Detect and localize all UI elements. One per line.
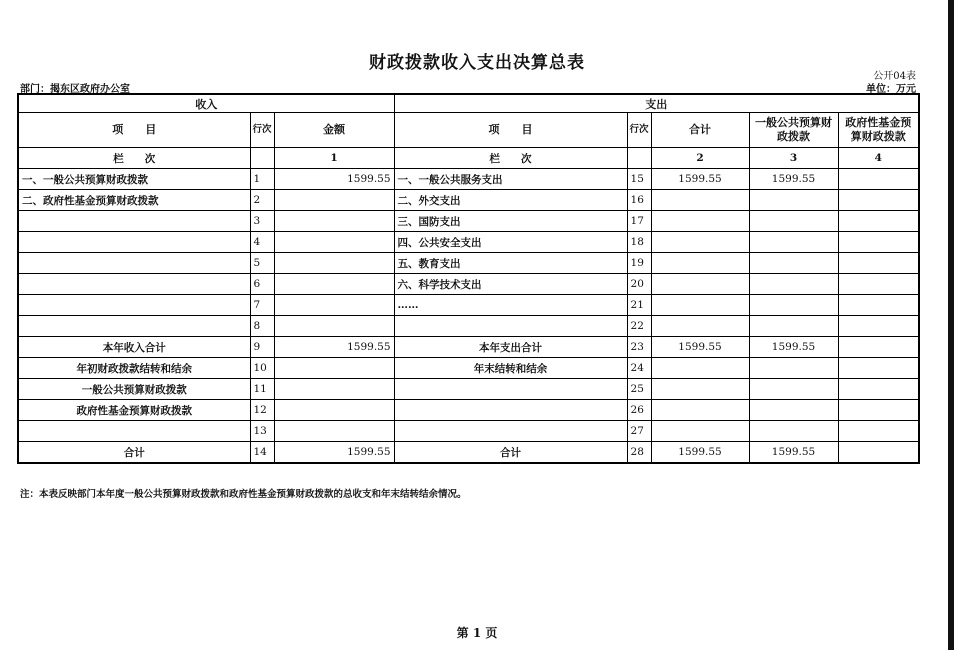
income-item-cell: 二、政府性基金预算财政拨款 <box>18 190 250 211</box>
income-row-number: 10 <box>250 358 274 379</box>
income-item-cell: 本年收入合计 <box>18 337 250 358</box>
income-row-number: 12 <box>250 400 274 421</box>
gov-fund-cell <box>838 421 919 442</box>
income-row-number: 7 <box>250 295 274 316</box>
expense-item-cell: 五、教育支出 <box>394 253 627 274</box>
expense-row-number: 25 <box>627 379 651 400</box>
income-item-cell: 政府性基金预算财政拨款 <box>18 400 250 421</box>
income-item-cell: 一般公共预算财政拨款 <box>18 379 250 400</box>
scan-edge <box>948 0 954 650</box>
expense-item-cell: 四、公共安全支出 <box>394 232 627 253</box>
general-budget-cell <box>749 421 838 442</box>
expense-total-cell: 1599.55 <box>651 337 749 358</box>
expense-rowno-header: 行次 <box>627 113 651 148</box>
income-amount-cell <box>274 379 394 400</box>
income-rowno-header: 行次 <box>250 113 274 148</box>
income-item-cell <box>18 232 250 253</box>
expense-row-number: 22 <box>627 316 651 337</box>
expense-row-number: 23 <box>627 337 651 358</box>
expense-rowno-blank <box>627 148 651 169</box>
income-item-cell <box>18 295 250 316</box>
budget-table <box>17 93 920 464</box>
col-number-2: 2 <box>651 148 749 169</box>
income-row-number: 6 <box>250 274 274 295</box>
income-item-cell <box>18 274 250 295</box>
income-rowno-blank <box>250 148 274 169</box>
income-column-label: 栏 次 <box>18 148 250 169</box>
expense-item-cell: 三、国防支出 <box>394 211 627 232</box>
gov-fund-cell <box>838 358 919 379</box>
table-row <box>18 169 919 190</box>
income-amount-cell <box>274 358 394 379</box>
table-row <box>18 400 919 421</box>
col-number-4: 4 <box>838 148 919 169</box>
income-amount-cell <box>274 232 394 253</box>
expense-item-cell: 一、一般公共服务支出 <box>394 169 627 190</box>
expense-section-header: 支出 <box>394 94 919 113</box>
income-amount-cell <box>274 400 394 421</box>
table-row <box>18 337 919 358</box>
expense-row-number: 28 <box>627 442 651 464</box>
table-row <box>18 274 919 295</box>
income-amount-cell <box>274 295 394 316</box>
income-amount-cell: 1599.55 <box>274 169 394 190</box>
general-budget-cell: 1599.55 <box>749 337 838 358</box>
income-row-number: 9 <box>250 337 274 358</box>
general-budget-cell <box>749 274 838 295</box>
income-row-number: 3 <box>250 211 274 232</box>
expense-row-number: 21 <box>627 295 651 316</box>
income-item-cell: 一、一般公共预算财政拨款 <box>18 169 250 190</box>
general-budget-cell: 1599.55 <box>749 169 838 190</box>
income-item-header: 项 目 <box>18 113 250 148</box>
expense-column-label: 栏 次 <box>394 148 627 169</box>
income-item-cell: 合计 <box>18 442 250 464</box>
expense-row-number: 16 <box>627 190 651 211</box>
income-item-cell <box>18 421 250 442</box>
page-number: 第 1 页 <box>456 626 498 640</box>
income-amount-cell <box>274 253 394 274</box>
expense-row-number: 26 <box>627 400 651 421</box>
general-budget-cell <box>749 379 838 400</box>
gov-fund-cell <box>838 211 919 232</box>
general-budget-cell <box>749 211 838 232</box>
general-budget-cell <box>749 316 838 337</box>
income-item-cell: 年初财政拨款结转和结余 <box>18 358 250 379</box>
gov-fund-cell <box>838 400 919 421</box>
table-row <box>18 253 919 274</box>
expense-item-cell: 六、科学技术支出 <box>394 274 627 295</box>
gov-fund-cell <box>838 190 919 211</box>
expense-total-cell <box>651 379 749 400</box>
gov-fund-cell <box>838 232 919 253</box>
general-budget-header: 一般公共预算财政拨款 <box>749 113 838 148</box>
expense-item-cell: 合计 <box>394 442 627 464</box>
form-number: 公开04表 <box>873 71 916 82</box>
general-budget-cell <box>749 232 838 253</box>
table-row <box>18 421 919 442</box>
header-row-columns <box>18 113 919 148</box>
income-amount-cell <box>274 421 394 442</box>
income-amount-header: 金额 <box>274 113 394 148</box>
expense-total-cell <box>651 211 749 232</box>
gov-fund-cell <box>838 379 919 400</box>
expense-total-cell <box>651 316 749 337</box>
income-row-number: 2 <box>250 190 274 211</box>
expense-item-cell <box>394 400 627 421</box>
col-number-3: 3 <box>749 148 838 169</box>
page-title: 财政拨款收入支出决算总表 <box>369 53 585 73</box>
expense-row-number: 19 <box>627 253 651 274</box>
income-amount-cell <box>274 274 394 295</box>
gov-fund-cell <box>838 337 919 358</box>
expense-total-cell: 1599.55 <box>651 169 749 190</box>
income-item-cell <box>18 316 250 337</box>
expense-total-header: 合计 <box>651 113 749 148</box>
expense-item-cell: 本年支出合计 <box>394 337 627 358</box>
gov-fund-cell <box>838 295 919 316</box>
income-amount-cell: 1599.55 <box>274 442 394 464</box>
table-row <box>18 232 919 253</box>
expense-row-number: 27 <box>627 421 651 442</box>
income-row-number: 14 <box>250 442 274 464</box>
income-row-number: 8 <box>250 316 274 337</box>
income-item-cell <box>18 253 250 274</box>
col-number-1: 1 <box>274 148 394 169</box>
table-note: 注：本表反映部门本年度一般公共预算财政拨款和政府性基金预算财政拨款的总收支和年末结转结余情况。 <box>20 489 467 500</box>
expense-item-cell <box>394 379 627 400</box>
expense-total-cell <box>651 232 749 253</box>
expense-total-cell <box>651 253 749 274</box>
income-row-number: 5 <box>250 253 274 274</box>
expense-item-header: 项 目 <box>394 113 627 148</box>
expense-item-cell <box>394 421 627 442</box>
expense-item-cell <box>394 316 627 337</box>
header-row-sections <box>18 94 919 113</box>
header-row-column-numbers <box>18 148 919 169</box>
table-row <box>18 190 919 211</box>
expense-total-cell <box>651 295 749 316</box>
income-amount-cell <box>274 316 394 337</box>
expense-item-cell: …… <box>394 295 627 316</box>
general-budget-cell <box>749 358 838 379</box>
income-row-number: 11 <box>250 379 274 400</box>
income-amount-cell <box>274 190 394 211</box>
expense-total-cell <box>651 400 749 421</box>
gov-fund-cell <box>838 169 919 190</box>
income-amount-cell <box>274 211 394 232</box>
gov-fund-header: 政府性基金预算财政拨款 <box>838 113 919 148</box>
expense-row-number: 24 <box>627 358 651 379</box>
expense-item-cell: 年末结转和结余 <box>394 358 627 379</box>
gov-fund-cell <box>838 274 919 295</box>
income-item-cell <box>18 211 250 232</box>
unit-label: 单位：万元 <box>866 84 916 95</box>
table-row <box>18 442 919 464</box>
table-row <box>18 316 919 337</box>
expense-row-number: 18 <box>627 232 651 253</box>
table-row <box>18 295 919 316</box>
expense-total-cell <box>651 358 749 379</box>
income-section-header: 收入 <box>18 94 394 113</box>
general-budget-cell <box>749 190 838 211</box>
gov-fund-cell <box>838 316 919 337</box>
income-row-number: 1 <box>250 169 274 190</box>
expense-row-number: 15 <box>627 169 651 190</box>
department-label: 部门：揭东区政府办公室 <box>20 84 130 95</box>
expense-item-cell: 二、外交支出 <box>394 190 627 211</box>
general-budget-cell: 1599.55 <box>749 442 838 464</box>
general-budget-cell <box>749 295 838 316</box>
income-row-number: 13 <box>250 421 274 442</box>
general-budget-cell <box>749 253 838 274</box>
gov-fund-cell <box>838 253 919 274</box>
expense-total-cell: 1599.55 <box>651 442 749 464</box>
expense-total-cell <box>651 421 749 442</box>
table-row <box>18 211 919 232</box>
expense-total-cell <box>651 190 749 211</box>
income-amount-cell: 1599.55 <box>274 337 394 358</box>
expense-row-number: 17 <box>627 211 651 232</box>
gov-fund-cell <box>838 442 919 464</box>
general-budget-cell <box>749 400 838 421</box>
table-row <box>18 358 919 379</box>
expense-total-cell <box>651 274 749 295</box>
expense-row-number: 20 <box>627 274 651 295</box>
table-row <box>18 379 919 400</box>
income-row-number: 4 <box>250 232 274 253</box>
